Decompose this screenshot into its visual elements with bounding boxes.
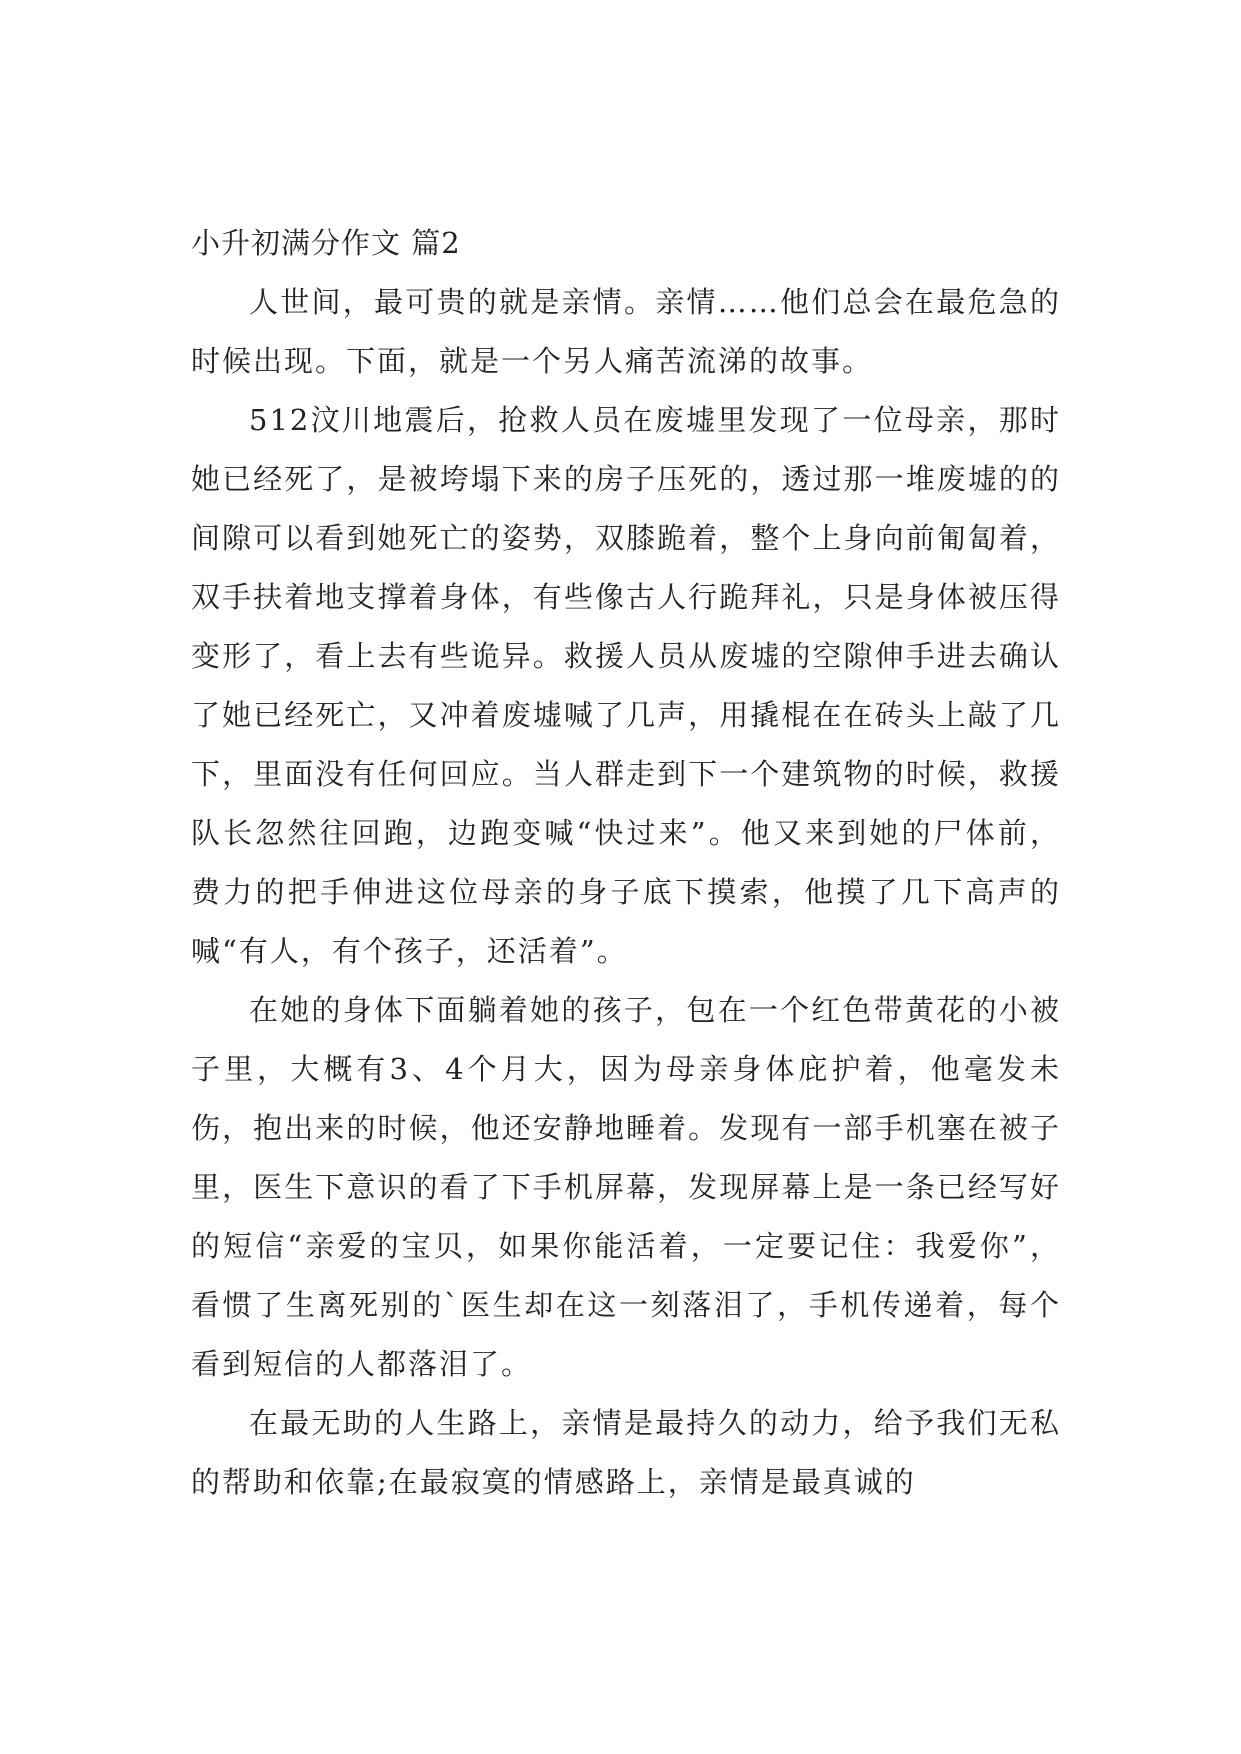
essay-title: 小升初满分作文 篇2	[191, 226, 461, 260]
document-body	[191, 214, 1061, 1512]
paragraph-3: 在她的身体下面躺着她的孩子，包在一个红色带黄花的小被子里，大概有3、4个月大，因为母亲身体庇护着，他毫发未伤，抱出来的时候，他还安静地睡着。发现有一部手机塞在被子里，医生下意识的看了下手机屏幕，发现屏幕上是一条已经写好的短信“亲爱的宝贝，如果你能活着，一定要记住：我爱你”，看惯了生离死别的`医生却在这一刻落泪了，手机传递着，每个看到短信的人都落泪了。	[191, 993, 1061, 1381]
paragraph-2: 512汶川地震后，抢救人员在废墟里发现了一位母亲，那时她已经死了，是被垮塌下来的房子压死的，透过那一堆废墟的的间隙可以看到她死亡的姿势，双膝跪着，整个上身向前匍匐着，双手扶着地支撑着身体，有些像古人行跪拜礼，只是身体被压得变形了，看上去有些诡异。救援人员从废墟的空隙伸手进去确认了她已经死亡，又冲着废墟喊了几声，用撬棍在在砖头上敲了几下，里面没有任何回应。当人群走到下一个建筑物的时候，救援队长忽然往回跑，边跑变喊“快过来”。他又来到她的尸体前，费力的把手伸进这位母亲的身子底下摸索，他摸了几下高声的喊“有人，有个孩子，还活着”。	[191, 403, 1061, 968]
paragraph-4: 在最无助的人生路上，亲情是最持久的动力，给予我们无私的帮助和依靠;在最寂寞的情感路上，亲情是最真诚的	[191, 1406, 1061, 1499]
paragraph-1: 人世间，最可贵的就是亲情。亲情……他们总会在最危急的时候出现。下面，就是一个另人痛苦流涕的故事。	[191, 285, 1061, 378]
